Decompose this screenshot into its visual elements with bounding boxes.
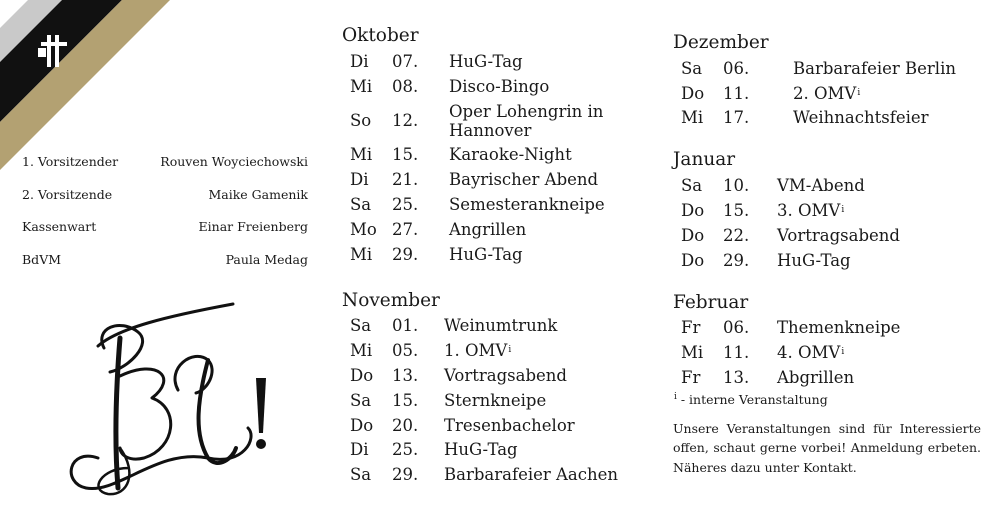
event-date: 07. (392, 51, 419, 71)
event-row (342, 314, 642, 339)
event-row (673, 81, 985, 106)
event-name: HuG-Tag (449, 244, 523, 264)
event-date: 13. (723, 368, 750, 388)
event-row (673, 248, 985, 273)
month-title: Februar (673, 291, 749, 313)
month-title: Oktober (342, 25, 419, 46)
month-november (342, 290, 642, 488)
event-weekday: Di (350, 440, 369, 460)
event-row (342, 192, 642, 217)
event-weekday: Fr (681, 318, 701, 338)
fraternity-logo (58, 298, 278, 503)
officer-role: BdVM (22, 251, 62, 267)
event-name: HuG-Tag (444, 440, 518, 460)
event-row (342, 363, 642, 388)
month-title: November (342, 289, 440, 311)
officer-role: 1. Vorsitzender (22, 154, 119, 169)
event-name: Weihnachtsfeier (793, 108, 929, 128)
event-date: 11. (723, 83, 750, 103)
footnote (673, 392, 985, 407)
event-date: 06. (723, 318, 750, 338)
event-weekday: Sa (350, 195, 372, 215)
event-weekday: Do (681, 201, 705, 221)
officer-name: Einar Freienberg (198, 219, 308, 234)
event-weekday: Mi (681, 108, 704, 128)
calendar-column-2 (673, 32, 985, 477)
event-row (342, 49, 642, 74)
internal-mark: i (841, 205, 845, 216)
event-row (342, 143, 642, 168)
event-date: 15. (723, 201, 750, 221)
event-date: 17. (723, 108, 750, 128)
event-weekday: Mi (350, 145, 373, 165)
event-name: Angrillen (449, 219, 527, 239)
officer-row (22, 187, 308, 220)
officer-role: Kassenwart (22, 219, 97, 234)
event-name (777, 343, 985, 362)
event-name (777, 201, 985, 220)
event-weekday: Sa (350, 465, 372, 485)
event-weekday: Mi (350, 76, 373, 96)
event-name: Vortragsabend (444, 366, 567, 386)
event-weekday: Mi (681, 343, 704, 363)
month-title: Dezember (673, 32, 769, 53)
event-weekday: Mi (350, 244, 373, 264)
event-name: Abgrillen (777, 368, 855, 388)
event-row (342, 462, 642, 487)
event-weekday: Do (350, 366, 374, 386)
event-name-text: 3. OMV (777, 201, 841, 221)
event-row (342, 242, 642, 267)
event-name: HuG-Tag (449, 51, 523, 71)
event-weekday: Sa (681, 176, 703, 196)
event-weekday: Sa (681, 58, 703, 78)
event-weekday: Do (681, 83, 705, 103)
event-row (342, 99, 642, 143)
event-name (793, 84, 985, 103)
event-name: Barbarafeier Aachen (444, 465, 619, 485)
event-weekday: Fr (681, 368, 701, 388)
officer-row (22, 219, 308, 252)
event-date: 29. (723, 250, 750, 270)
info-note: Unsere Veranstaltungen sind für Interessierte offen, schaut gerne vorbei! Anmeldung erbeten. Näheres dazu unter Kontakt. (673, 420, 981, 475)
event-weekday: Sa (350, 316, 372, 336)
event-date: 20. (392, 415, 419, 435)
event-name: Sternkneipe (444, 390, 547, 410)
event-row (342, 217, 642, 242)
event-date: 21. (392, 170, 419, 190)
event-name: Vortragsabend (777, 225, 900, 245)
internal-mark: i (841, 347, 845, 358)
event-name: Disco-Bingo (449, 76, 550, 96)
event-name: Barbarafeier Berlin (793, 58, 956, 78)
event-row (673, 198, 985, 223)
event-row (673, 365, 985, 390)
event-date: 11. (723, 343, 750, 363)
event-date: 13. (392, 366, 419, 386)
event-name: Oper Lohengrin in Hannover (449, 101, 604, 140)
event-row (342, 388, 642, 413)
officer-role: 2. Vorsitzende (22, 186, 113, 202)
officer-row (22, 154, 308, 187)
officer-name: Rouven Woyciechowski (160, 154, 308, 169)
event-name: HuG-Tag (777, 250, 851, 270)
event-row (673, 316, 985, 341)
event-row (673, 173, 985, 198)
event-weekday: Mo (350, 219, 377, 239)
officers-list (22, 154, 308, 284)
corner-stripes (0, 0, 175, 170)
event-weekday: So (350, 111, 372, 131)
event-date: 10. (723, 176, 750, 196)
event-name: Karaoke-Night (449, 145, 572, 165)
event-row (673, 223, 985, 248)
event-weekday: Do (681, 250, 705, 270)
month-oktober (342, 25, 642, 267)
event-date: 29. (392, 465, 419, 485)
event-name-text: 2. OMV (793, 83, 857, 103)
event-date: 12. (392, 111, 419, 131)
event-weekday: Di (350, 170, 369, 190)
event-row (342, 338, 642, 363)
event-name: VM-Abend (777, 176, 865, 196)
month-dezember (673, 32, 985, 130)
event-date: 29. (392, 244, 419, 264)
calendar-column-1 (342, 25, 642, 507)
month-title: Januar (673, 149, 736, 171)
footnote-mark: i (674, 391, 677, 402)
officer-name: Paula Medag (225, 251, 308, 267)
event-date: 25. (392, 440, 419, 460)
event-date: 27. (392, 219, 419, 239)
event-name: Weinumtrunk (444, 316, 558, 336)
event-weekday: Di (350, 51, 369, 71)
event-row (342, 438, 642, 463)
event-weekday: Sa (350, 390, 372, 410)
event-date: 01. (392, 316, 419, 336)
event-name: Tresenbachelor (444, 415, 575, 435)
event-row (673, 340, 985, 365)
event-weekday: Mi (350, 341, 373, 361)
event-row (342, 413, 642, 438)
event-name: Semesterankneipe (449, 195, 605, 215)
month-februar (673, 292, 985, 390)
officer-row (22, 252, 308, 285)
event-date: 22. (723, 225, 750, 245)
event-date: 25. (392, 195, 419, 215)
month-januar (673, 149, 985, 272)
event-date: 08. (392, 76, 419, 96)
event-date: 05. (392, 341, 419, 361)
officer-name: Maike Gamenik (208, 186, 308, 202)
logo-exclamation (256, 378, 266, 449)
event-date: 15. (392, 390, 419, 410)
event-name (444, 341, 642, 360)
event-weekday: Do (681, 225, 705, 245)
event-name: Themenkneipe (777, 318, 901, 338)
event-name-text: 4. OMV (777, 343, 841, 363)
internal-mark: i (508, 345, 512, 356)
event-name-text: 1. OMV (444, 341, 508, 361)
event-weekday: Do (350, 415, 374, 435)
internal-mark: i (857, 87, 861, 98)
footnote-text: - interne Veranstaltung (676, 391, 828, 407)
event-row (342, 167, 642, 192)
event-name: Bayrischer Abend (449, 170, 599, 190)
event-date: 06. (723, 58, 750, 78)
event-row (342, 74, 642, 99)
event-row (673, 106, 985, 131)
event-row (673, 56, 985, 81)
event-date: 15. (392, 145, 419, 165)
